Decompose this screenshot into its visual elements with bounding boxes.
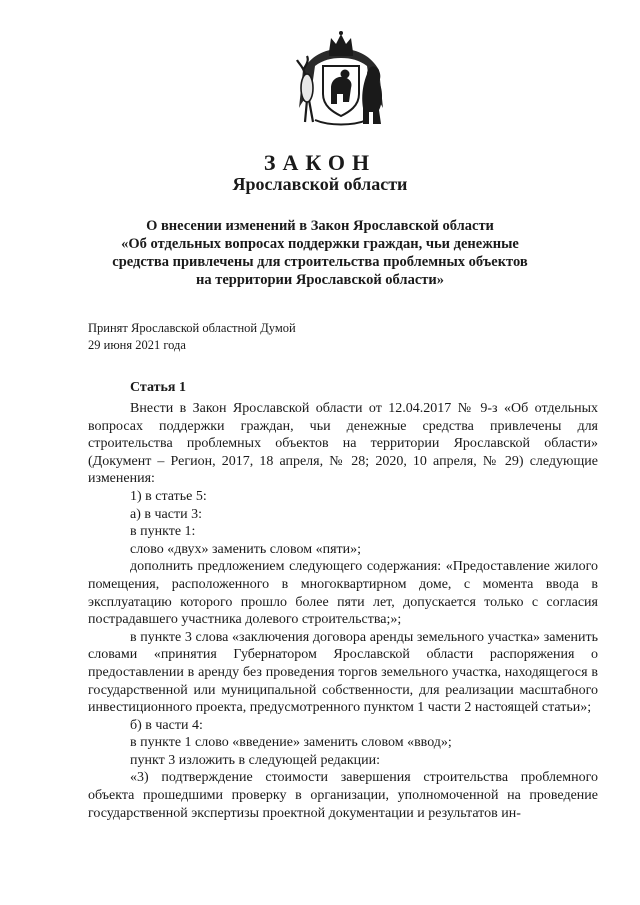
adopted-by: Принят Ярославской областной Думой <box>88 321 296 335</box>
subject-line: О внесении изменений в Закон Ярославской области <box>146 218 494 234</box>
article-paragraph: в пункте 1 слово «введение» заменить словом «ввод»; <box>130 735 452 751</box>
article-paragraph: б) в части 4: <box>130 717 203 733</box>
article-paragraph: а) в части 3: <box>130 506 202 522</box>
article-heading: Статья 1 <box>130 380 186 395</box>
article-body <box>88 400 598 822</box>
article-paragraph: слово «двух» заменить словом «пяти»; <box>130 541 362 557</box>
law-subject-heading <box>100 217 540 289</box>
article-paragraph: в пункте 3 слова «заключения договора аренды земельного участка» заменить словами «принятия Губернатором Ярославской области распоряжения о предоставлении в аренду без проведения торгов земельного участка, находящегося в государственной или муниципальной собственности, для реализации масштабного инвестиционного проекта, предусмотренного пунктом 1 части 2 настоящей статьи»; <box>88 629 598 716</box>
article-paragraph: в пункте 1: <box>130 524 196 540</box>
article-paragraph: «3) подтверждение стоимости завершения строительства проблемного объекта прошедшими проверку в организации, уполномоченной на проведение государственной экспертизы проектной документации и результатов ин- <box>88 770 598 821</box>
article-paragraph: пункт 3 изложить в следующей редакции: <box>130 752 380 768</box>
subject-line: средства привлечены для строительства проблемных объектов <box>112 254 528 270</box>
article-paragraph: дополнить предложением следующего содержания: «Предоставление жилого помещения, расположенного в многоквартирном доме, с момента ввода в эксплуатацию которого прошло более пяти лет, допускается только с согласия пострадавшего участника долевого строительства;»; <box>88 559 598 628</box>
document-type-title: ЗАКОН <box>263 150 377 175</box>
subject-line: «Об отдельных вопросах поддержки граждан, чьи денежные <box>121 236 519 252</box>
adoption-date: 29 июня 2021 года <box>88 338 186 352</box>
subject-line: на территории Ярославской области» <box>196 272 444 288</box>
issuing-region-title: Ярославской области <box>232 174 408 194</box>
article-paragraph: Внести в Закон Ярославской области от 12.04.2017 № 9-з «Об отдельных вопросах поддержки граждан, чьи денежные средства привлечены для строительства проблемных объектов на территории Ярославской области» (Документ – Регион, 2017, 18 апреля, № 28; 2020, 10 апреля, № 29) следующие изменения: <box>88 401 598 487</box>
coat-of-arms-emblem <box>285 30 397 130</box>
adoption-note <box>88 320 296 354</box>
article-paragraph: 1) в статье 5: <box>130 488 207 504</box>
